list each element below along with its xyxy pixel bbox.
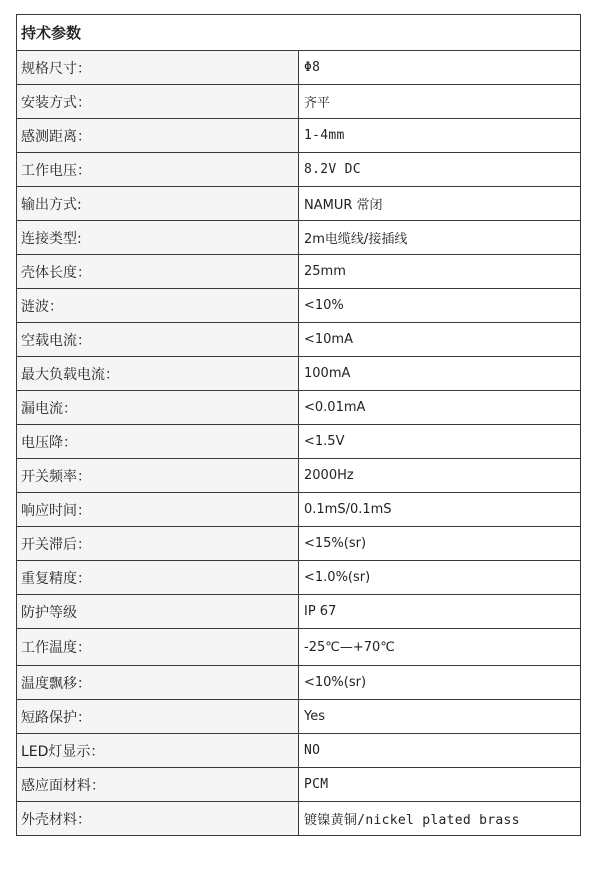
spec-value: <10%	[299, 289, 581, 323]
spec-value: 100mA	[299, 357, 581, 391]
table-row	[17, 459, 581, 493]
table-row	[17, 119, 581, 153]
spec-label: 外壳材料：	[17, 802, 299, 836]
spec-label: 感测距离：	[17, 119, 299, 153]
spec-label: 防护等级	[17, 595, 299, 629]
spec-label: 温度飘移：	[17, 666, 299, 700]
spec-value: 齐平	[299, 85, 581, 119]
spec-value: NAMUR 常闭	[299, 187, 581, 221]
table-row	[17, 595, 581, 629]
spec-value: 1-4mm	[299, 119, 581, 153]
spec-value: -25℃—+70℃	[299, 629, 581, 666]
spec-label: 感应面材料：	[17, 768, 299, 802]
table-row	[17, 357, 581, 391]
spec-value: Φ8	[299, 51, 581, 85]
spec-value: 镀镍黄铜/nickel plated brass	[299, 802, 581, 836]
spec-value: <1.5V	[299, 425, 581, 459]
spec-value: <15%(sr)	[299, 527, 581, 561]
table-row	[17, 629, 581, 666]
table-row	[17, 802, 581, 836]
spec-value: <10%(sr)	[299, 666, 581, 700]
spec-table-body	[17, 15, 581, 836]
spec-label: 响应时间：	[17, 493, 299, 527]
table-row	[17, 221, 581, 255]
table-row	[17, 768, 581, 802]
table-row	[17, 527, 581, 561]
table-row	[17, 666, 581, 700]
table-row	[17, 425, 581, 459]
table-row	[17, 391, 581, 425]
spec-value: 8.2V DC	[299, 153, 581, 187]
spec-label: 电压降：	[17, 425, 299, 459]
table-row	[17, 153, 581, 187]
table-row	[17, 734, 581, 768]
spec-value: IP 67	[299, 595, 581, 629]
spec-label: 工作温度：	[17, 629, 299, 666]
spec-value: 2m电缆线/接插线	[299, 221, 581, 255]
spec-value: Yes	[299, 700, 581, 734]
spec-value: <10mA	[299, 323, 581, 357]
spec-table	[16, 14, 581, 836]
spec-label: 短路保护：	[17, 700, 299, 734]
spec-value: <0.01mA	[299, 391, 581, 425]
table-row	[17, 700, 581, 734]
spec-label: 工作电压：	[17, 153, 299, 187]
table-row	[17, 255, 581, 289]
spec-label: 开关滞后：	[17, 527, 299, 561]
table-row	[17, 289, 581, 323]
table-row	[17, 323, 581, 357]
spec-value: <1.0%(sr)	[299, 561, 581, 595]
spec-label: 开关频率：	[17, 459, 299, 493]
spec-label: 涟波：	[17, 289, 299, 323]
spec-label: 输出方式:	[17, 187, 299, 221]
table-row	[17, 187, 581, 221]
spec-value: PCM	[299, 768, 581, 802]
spec-label: 空载电流：	[17, 323, 299, 357]
spec-value: NO	[299, 734, 581, 768]
table-title: 持术参数	[17, 15, 581, 51]
spec-value: 25mm	[299, 255, 581, 289]
table-row	[17, 85, 581, 119]
table-row	[17, 51, 581, 85]
spec-label: 安装方式：	[17, 85, 299, 119]
spec-label: 连接类型:	[17, 221, 299, 255]
spec-label: 重复精度：	[17, 561, 299, 595]
spec-label: 壳体长度：	[17, 255, 299, 289]
spec-value: 2000Hz	[299, 459, 581, 493]
table-header-row	[17, 15, 581, 51]
table-row	[17, 561, 581, 595]
spec-value: 0.1mS/0.1mS	[299, 493, 581, 527]
spec-label: 最大负载电流：	[17, 357, 299, 391]
spec-label: 规格尺寸：	[17, 51, 299, 85]
table-row	[17, 493, 581, 527]
spec-label: LED灯显示：	[17, 734, 299, 768]
spec-label: 漏电流：	[17, 391, 299, 425]
